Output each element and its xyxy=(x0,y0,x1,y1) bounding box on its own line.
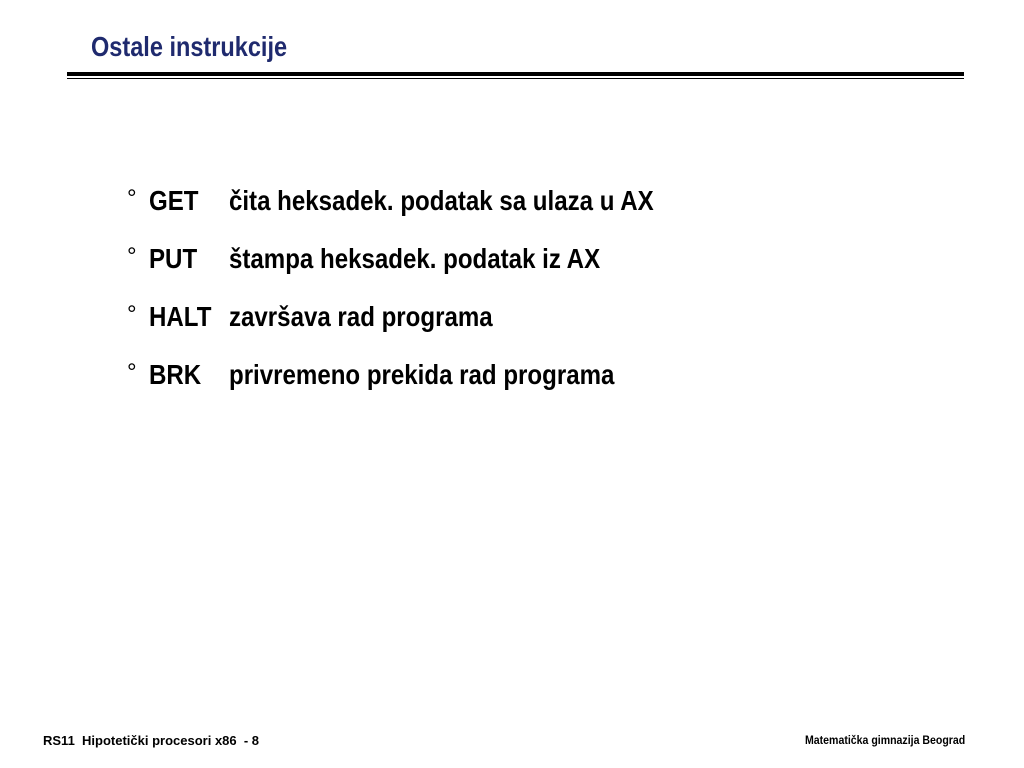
bullet-text xyxy=(149,184,654,218)
bullet-marker: ° xyxy=(127,185,137,212)
bullet-marker: ° xyxy=(127,359,137,386)
instruction-name: PUT xyxy=(149,243,198,274)
bullet-item-get xyxy=(127,184,736,242)
instruction-description: štampa heksadek. podatak iz AX xyxy=(228,243,601,274)
bullet-item-brk xyxy=(127,358,736,416)
bullet-text xyxy=(149,242,600,276)
slide-title: Ostale instrukcije xyxy=(91,31,288,62)
bullet-marker: ° xyxy=(127,301,137,328)
title-divider-thin xyxy=(67,78,964,79)
instruction-description: čita heksadek. podatak sa ulaza u AX xyxy=(228,185,654,216)
title-divider-thick xyxy=(67,72,964,76)
bullet-marker: ° xyxy=(127,243,137,270)
instruction-description: privremeno prekida rad programa xyxy=(228,359,615,390)
instruction-list xyxy=(127,184,736,416)
instruction-description: završava rad programa xyxy=(228,301,493,332)
instruction-name: GET xyxy=(149,185,199,216)
bullet-item-put xyxy=(127,242,736,300)
bullet-text xyxy=(149,358,614,392)
instruction-name: BRK xyxy=(149,359,202,390)
bullet-item-halt xyxy=(127,300,736,358)
bullet-text xyxy=(149,300,493,334)
instruction-name: HALT xyxy=(149,301,212,332)
footer-institution: Matematička gimnazija Beograd xyxy=(805,733,966,747)
footer-slide-info: RS11 Hipotetički procesori x86 - 8 xyxy=(43,733,260,748)
